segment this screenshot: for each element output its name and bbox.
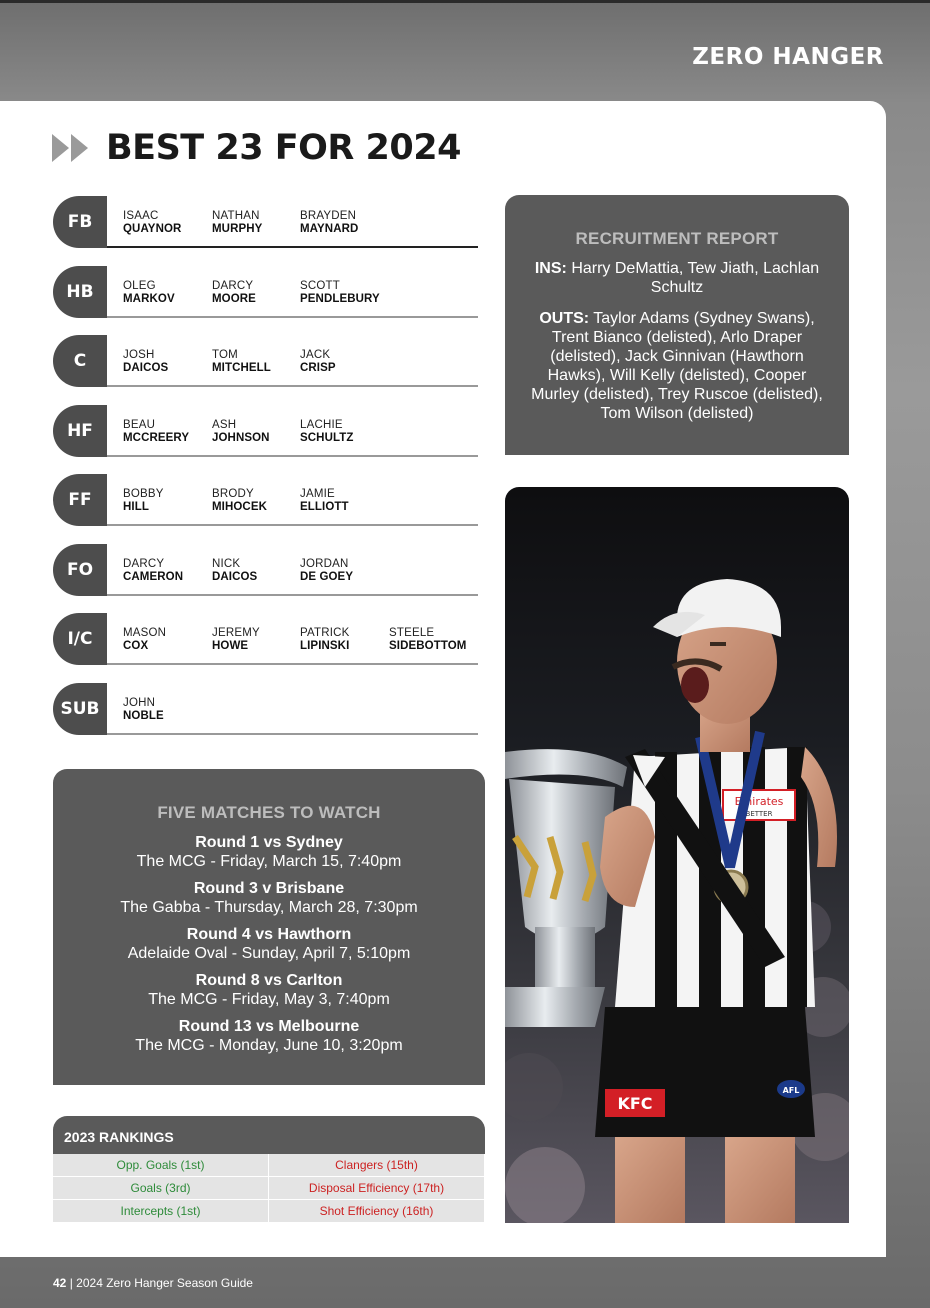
player [212,280,302,306]
player-last-name: ELLIOTT [300,501,349,513]
position-badge: FO [53,544,107,596]
match-title: Round 8 vs Carlton [195,972,343,989]
lineup-row-ic [53,613,478,665]
player-first-name: BRAYDEN [300,210,357,222]
row-divider [107,524,478,526]
player-first-name: NATHAN [212,210,260,222]
player [212,349,302,375]
player [300,210,390,236]
player-first-name: ISAAC [123,210,159,222]
title-block [52,128,461,168]
lineup-row-c [53,335,478,387]
page-number: 42 [53,1276,67,1290]
player [300,349,390,375]
double-chevron-icon [52,134,90,162]
ranking-strength: Goals (3rd) [53,1177,268,1199]
position-badge: FB [53,196,107,248]
player-first-name: JEREMY [212,627,260,639]
player-last-name: QUAYNOR [123,223,182,235]
player-last-name: CRISP [300,362,336,374]
player [212,419,302,445]
player-last-name: MARKOV [123,293,175,305]
ranking-strength: Intercepts (1st) [53,1200,268,1222]
player [212,488,302,514]
lineup-row-fb [53,196,478,248]
lineup-row-sub [53,683,478,735]
outs-list: Taylor Adams (Sydney Swans), Trent Bianco (delisted), Arlo Draper (delisted), Jack Ginnivan (Hawthorn Hawks), Will Kelly (delisted), Cooper Murley (delisted), Trey Ruscoe (delisted), Tom Wilson (delisted) [531,310,823,422]
match-item [53,971,485,1009]
player [123,349,213,375]
player [212,558,302,584]
player-last-name: LIPINSKI [300,640,350,652]
player [123,627,213,653]
brand-logo: ZERO HANGER [692,44,884,70]
ins-label: INS: [534,260,567,277]
page-title: BEST 23 FOR 2024 [106,128,461,168]
player [300,419,390,445]
ranking-weakness: Clangers (15th) [269,1154,484,1176]
player-first-name: JAMIE [300,488,335,500]
player-last-name: COX [123,640,149,652]
match-title: Round 4 vs Hawthorn [186,926,352,943]
player-first-name: ASH [212,419,237,431]
player [300,280,390,306]
rankings-row [53,1154,485,1177]
player-first-name: DARCY [123,558,165,570]
match-title: Round 3 v Brisbane [193,880,345,897]
player-last-name: DAICOS [123,362,169,374]
player [212,627,302,653]
row-divider [107,246,478,248]
ranking-weakness: Shot Efficiency (16th) [269,1200,484,1222]
matches-heading: FIVE MATCHES TO WATCH [157,803,381,822]
player [300,627,390,653]
rankings-heading: 2023 RANKINGS [53,1116,485,1154]
player [123,488,213,514]
five-matches-box [53,769,485,1085]
ranking-weakness: Disposal Efficiency (17th) [269,1177,484,1199]
player-first-name: JACK [300,349,331,361]
player-first-name: SCOTT [300,280,340,292]
player-last-name: NOBLE [123,710,164,722]
row-divider [107,316,478,318]
player-last-name: DE GOEY [300,571,354,583]
match-detail: The MCG - Monday, June 10, 3:20pm [135,1037,403,1054]
player-first-name: BOBBY [123,488,164,500]
outs-paragraph [523,309,831,423]
player-last-name: CAMERON [123,571,184,583]
player-first-name: STEELE [389,627,435,639]
position-badge: HF [53,405,107,457]
player-first-name: BEAU [123,419,156,431]
top-border [0,0,930,3]
match-detail: The Gabba - Thursday, March 28, 7:30pm [120,899,418,916]
player-first-name: LACHIE [300,419,343,431]
rankings-row [53,1177,485,1200]
player-first-name: PATRICK [300,627,350,639]
shorts-logo-text: AFL [782,1086,800,1095]
player-last-name: DAICOS [212,571,258,583]
position-badge: HB [53,266,107,318]
lineup-row-ff [53,474,478,526]
match-detail: The MCG - Friday, May 3, 7:40pm [148,991,390,1008]
player-first-name: JOHN [123,697,156,709]
player [123,697,213,723]
player-last-name: MURPHY [212,223,263,235]
match-detail: Adelaide Oval - Sunday, April 7, 5:10pm [127,945,411,962]
chest-sponsor-text: Emirates [734,795,784,808]
player-last-name: PENDLEBURY [300,293,380,305]
chest-sponsor-subtext: BETTER [745,810,773,818]
match-title: Round 13 vs Melbourne [178,1018,360,1035]
position-badge: I/C [53,613,107,665]
player [123,558,213,584]
player-last-name: MIHOCEK [212,501,268,513]
player-last-name: JOHNSON [212,432,270,444]
player [389,627,479,653]
rankings-table [53,1154,485,1223]
row-divider [107,663,478,665]
row-divider [107,594,478,596]
match-item [53,1017,485,1055]
player-last-name: MOORE [212,293,256,305]
player-last-name: MAYNARD [300,223,359,235]
player [123,419,213,445]
player-first-name: BRODY [212,488,254,500]
player-last-name: SCHULTZ [300,432,354,444]
player-first-name: JORDAN [300,558,349,570]
match-detail: The MCG - Friday, March 15, 7:40pm [136,853,402,870]
match-item [53,879,485,917]
recruitment-report [505,195,849,455]
lineup-row-fo [53,544,478,596]
ins-paragraph [523,259,831,297]
player-photo [505,487,849,1223]
player-last-name: SIDEBOTTOM [389,640,467,652]
player-last-name: MCCREERY [123,432,190,444]
player-first-name: NICK [212,558,241,570]
open-mouth [681,667,709,703]
player-last-name: MITCHELL [212,362,271,374]
match-item [53,925,485,963]
outs-label: OUTS: [539,310,590,327]
player-first-name: MASON [123,627,167,639]
player-first-name: OLEG [123,280,156,292]
recruitment-heading: RECRUITMENT REPORT [575,229,779,248]
footer-separator: | [69,1276,73,1290]
position-badge: C [53,335,107,387]
position-badge: SUB [53,683,107,735]
row-divider [107,455,478,457]
player-last-name: HOWE [212,640,249,652]
player [300,488,390,514]
player [123,280,213,306]
row-divider [107,733,478,735]
player [300,558,390,584]
player-last-name: HILL [123,501,149,513]
player-first-name: JOSH [123,349,155,361]
shorts-sponsor-text: KFC [617,1094,653,1113]
match-title: Round 1 vs Sydney [195,834,343,851]
lineup-row-hf [53,405,478,457]
lineup-row-hb [53,266,478,318]
player-celebration-image [505,487,849,1223]
player-first-name: TOM [212,349,238,361]
ins-list: Harry DeMattia, Tew Jiath, Lachlan Schultz [571,260,820,296]
player-first-name: DARCY [212,280,254,292]
footer-text: 2024 Zero Hanger Season Guide [76,1276,253,1290]
position-badge: FF [53,474,107,526]
player [212,210,302,236]
page-footer [53,1276,253,1290]
row-divider [107,385,478,387]
match-item [53,833,485,871]
ranking-strength: Opp. Goals (1st) [53,1154,268,1176]
player [123,210,213,236]
rankings-row [53,1200,485,1223]
